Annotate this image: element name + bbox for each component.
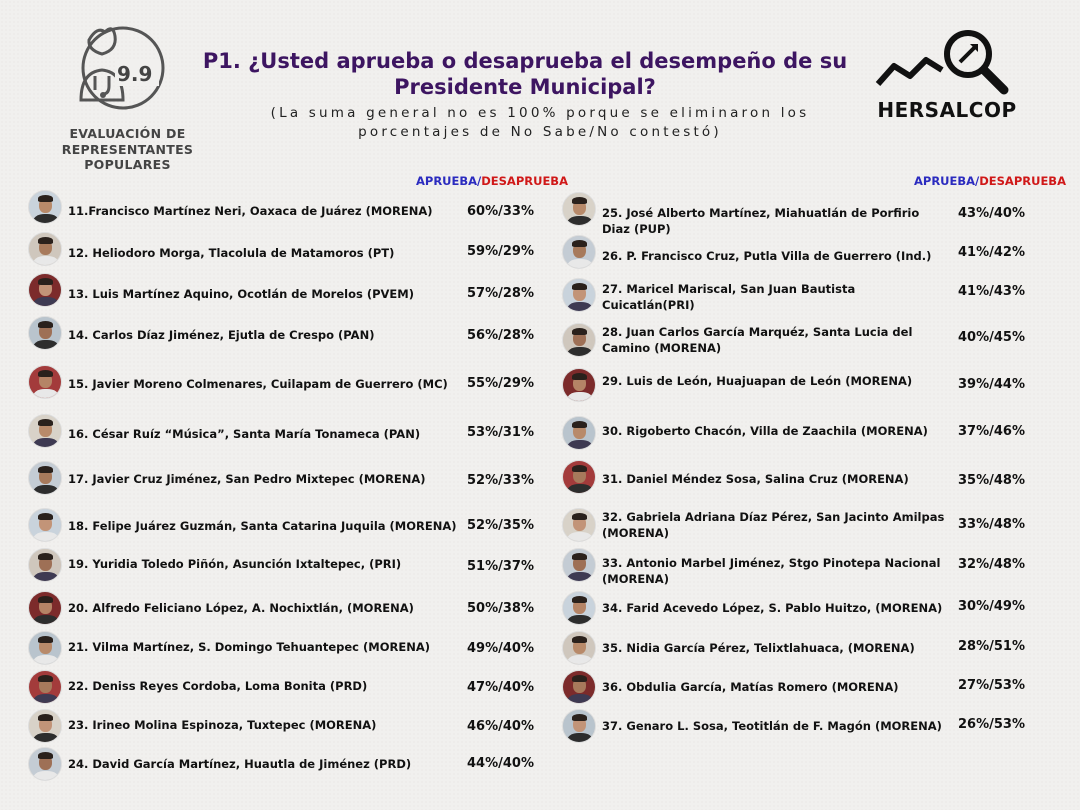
candidate-label: 15. Javier Moreno Colmenares, Cuilapam de Guerrero (MC): [68, 377, 448, 391]
candidate-photo: [28, 548, 62, 582]
approval-value: 46%/40%: [467, 719, 534, 734]
candidate-photo: [562, 323, 596, 357]
approval-value: 37%/46%: [958, 424, 1025, 439]
candidate-row: [28, 273, 547, 309]
slash-label: /: [477, 174, 482, 188]
candidate-row: [28, 508, 547, 544]
candidate-photo: [562, 670, 596, 704]
candidate-photo: [562, 548, 596, 582]
approval-value: 57%/28%: [467, 286, 534, 301]
candidate-label: 28. Juan Carlos García Marquéz, Santa Lucia del Camino (MORENA): [602, 325, 913, 355]
candidate-row: [28, 365, 547, 401]
approve-label: APRUEBA: [416, 174, 478, 188]
approval-value: 55%/29%: [467, 376, 534, 391]
candidate-row: [28, 747, 547, 783]
candidate-label: 36. Obdulia García, Matías Romero (MORENA): [602, 680, 899, 694]
candidate-row: [562, 235, 1038, 271]
approval-value: 33%/48%: [958, 517, 1025, 532]
candidate-row: [28, 316, 547, 352]
candidate-photo: [28, 709, 62, 743]
column-header-right: [914, 174, 1066, 188]
approval-value: 41%/42%: [958, 245, 1025, 260]
candidate-photo: [28, 591, 62, 625]
candidate-row: [562, 709, 1038, 745]
candidate-label: 16. César Ruíz “Música”, Santa María Tonameca (PAN): [68, 427, 421, 441]
candidate-row: [28, 591, 547, 627]
candidate-label: 14. Carlos Díaz Jiménez, Ejutla de Crespo (PAN): [68, 328, 375, 342]
disapprove-label: DESAPRUEBA: [481, 174, 568, 188]
candidate-row: [562, 460, 1038, 496]
approval-value: 60%/33%: [467, 204, 534, 219]
candidate-label: 11.Francisco Martínez Neri, Oaxaca de Juárez (MORENA): [68, 204, 433, 218]
approval-value: 39%/44%: [958, 377, 1025, 392]
candidate-photo: [562, 416, 596, 450]
candidate-photo: [28, 670, 62, 704]
candidate-photo: [28, 273, 62, 307]
approval-value: 35%/48%: [958, 473, 1025, 488]
candidate-label: 33. Antonio Marbel Jiménez, Stgo Pinotepa Nacional (MORENA): [602, 556, 941, 586]
approve-label: APRUEBA: [914, 174, 976, 188]
candidate-label: 18. Felipe Juárez Guzmán, Santa Catarina Juquila (MORENA): [68, 519, 457, 533]
candidate-label: 23. Irineo Molina Espinoza, Tuxtepec (MORENA): [68, 718, 377, 732]
approval-value: 40%/45%: [958, 330, 1025, 345]
candidate-photo: [28, 316, 62, 350]
candidate-label: 37. Genaro L. Sosa, Teotitlán de F. Magón (MORENA): [602, 719, 942, 733]
approval-value: 50%/38%: [467, 601, 534, 616]
candidate-label: 30. Rigoberto Chacón, Villa de Zaachila (MORENA): [602, 424, 928, 438]
candidate-row: [28, 670, 547, 706]
candidate-row: [562, 416, 1038, 452]
candidate-label: 29. Luis de León, Huajuapan de León (MORENA): [602, 374, 913, 388]
candidate-photo: [28, 631, 62, 665]
approval-value: 26%/53%: [958, 717, 1025, 732]
candidate-photo: [28, 365, 62, 399]
candidate-photo: [562, 591, 596, 625]
candidate-row: [562, 591, 1038, 627]
approval-value: 41%/43%: [958, 284, 1025, 299]
candidate-photo: [562, 278, 596, 312]
doctor-person-icon: [75, 20, 185, 120]
candidate-label: 21. Vilma Martínez, S. Domingo Tehuantepec (MORENA): [68, 640, 430, 654]
candidate-label: 13. Luis Martínez Aquino, Ocotlán de Morelos (PVEM): [68, 287, 414, 301]
candidate-photo: [562, 709, 596, 743]
candidate-row: [28, 461, 547, 497]
candidate-label: 20. Alfredo Feliciano López, A. Nochixtlán, (MORENA): [68, 601, 414, 615]
page-title: P1. ¿Usted aprueba o desaprueba el desempeño de su Presidente Municipal?: [202, 49, 848, 99]
approval-value: 27%/53%: [958, 678, 1025, 693]
candidate-photo: [28, 232, 62, 266]
candidate-photo: [28, 190, 62, 224]
candidate-label: 24. David García Martínez, Huautla de Jiménez (PRD): [68, 757, 412, 771]
candidate-photo: [28, 461, 62, 495]
candidate-row: [28, 631, 547, 667]
page-subtitle: (La suma general no es 100% porque se eliminaron los porcentajes de No Sabe/No contestó): [270, 105, 810, 140]
candidate-photo: [562, 235, 596, 269]
score-text: 9.9: [117, 62, 153, 86]
approval-value: 47%/40%: [467, 680, 534, 695]
candidate-row: [562, 670, 1038, 706]
candidate-row: [562, 192, 1038, 236]
approval-value: 28%/51%: [958, 639, 1025, 654]
magnifier-trend-icon: [872, 26, 1022, 96]
candidate-label: 27. Maricel Mariscal, San Juan Bautista Cuicatlán(PRI): [602, 282, 856, 312]
candidate-row: [562, 368, 1038, 404]
approval-value: 52%/33%: [467, 473, 534, 488]
approval-value: 49%/40%: [467, 641, 534, 656]
approval-value: 43%/40%: [958, 206, 1025, 221]
candidate-label: 12. Heliodoro Morga, Tlacolula de Matamoros (PT): [68, 246, 395, 260]
approval-value: 52%/35%: [467, 518, 534, 533]
candidate-label: 35. Nidia García Pérez, Telixtlahuaca, (MORENA): [602, 641, 915, 655]
candidate-row: [28, 414, 547, 450]
approval-value: 51%/37%: [467, 559, 534, 574]
column-header-left: [416, 174, 568, 188]
approval-value: 53%/31%: [467, 425, 534, 440]
candidate-label: 34. Farid Acevedo López, S. Pablo Huitzo, (MORENA): [602, 601, 943, 615]
candidate-photo: [28, 414, 62, 448]
candidate-label: 25. José Alberto Martínez, Miahuatlán de Porfirio Diaz (PUP): [602, 206, 920, 236]
candidate-row: [28, 232, 547, 268]
candidate-photo: [28, 508, 62, 542]
candidate-row: [28, 190, 547, 226]
candidate-photo: [562, 508, 596, 542]
candidate-row: [562, 508, 1038, 544]
candidate-label: 19. Yuridia Toledo Piñón, Asunción Ixtaltepec, (PRI): [68, 557, 402, 571]
disapprove-label: DESAPRUEBA: [979, 174, 1066, 188]
hersalcop-logo: [872, 26, 1022, 126]
candidate-photo: [562, 631, 596, 665]
candidate-label: 22. Deniss Reyes Cordoba, Loma Bonita (PRD): [68, 679, 368, 693]
approval-value: 56%/28%: [467, 328, 534, 343]
candidate-label: 26. P. Francisco Cruz, Putla Villa de Guerrero (Ind.): [602, 249, 932, 263]
approval-value: 59%/29%: [467, 244, 534, 259]
logo-caption-line2: REPRESENTANTES POPULARES: [61, 142, 194, 172]
approval-value: 30%/49%: [958, 599, 1025, 614]
approval-value: 44%/40%: [467, 756, 534, 771]
candidate-photo: [562, 368, 596, 402]
slash-label: /: [975, 174, 980, 188]
candidate-photo: [562, 460, 596, 494]
candidate-row: [562, 631, 1038, 667]
candidate-row: [28, 709, 547, 745]
candidate-row: [28, 548, 547, 584]
candidate-row: [562, 548, 1038, 584]
logo-caption-line1: EVALUACIÓN DE: [69, 126, 186, 141]
candidate-photo: [562, 192, 596, 226]
candidate-label: 17. Javier Cruz Jiménez, San Pedro Mixtepec (MORENA): [68, 472, 426, 486]
brand-name: HERSALCOP: [877, 98, 1017, 122]
candidate-label: 31. Daniel Méndez Sosa, Salina Cruz (MORENA): [602, 472, 909, 486]
candidate-label: 32. Gabriela Adriana Díaz Pérez, San Jacinto Amilpas (MORENA): [602, 510, 945, 540]
approval-value: 32%/48%: [958, 557, 1025, 572]
candidate-photo: [28, 747, 62, 781]
candidate-row: [562, 278, 1038, 314]
candidate-row: [562, 323, 1038, 359]
